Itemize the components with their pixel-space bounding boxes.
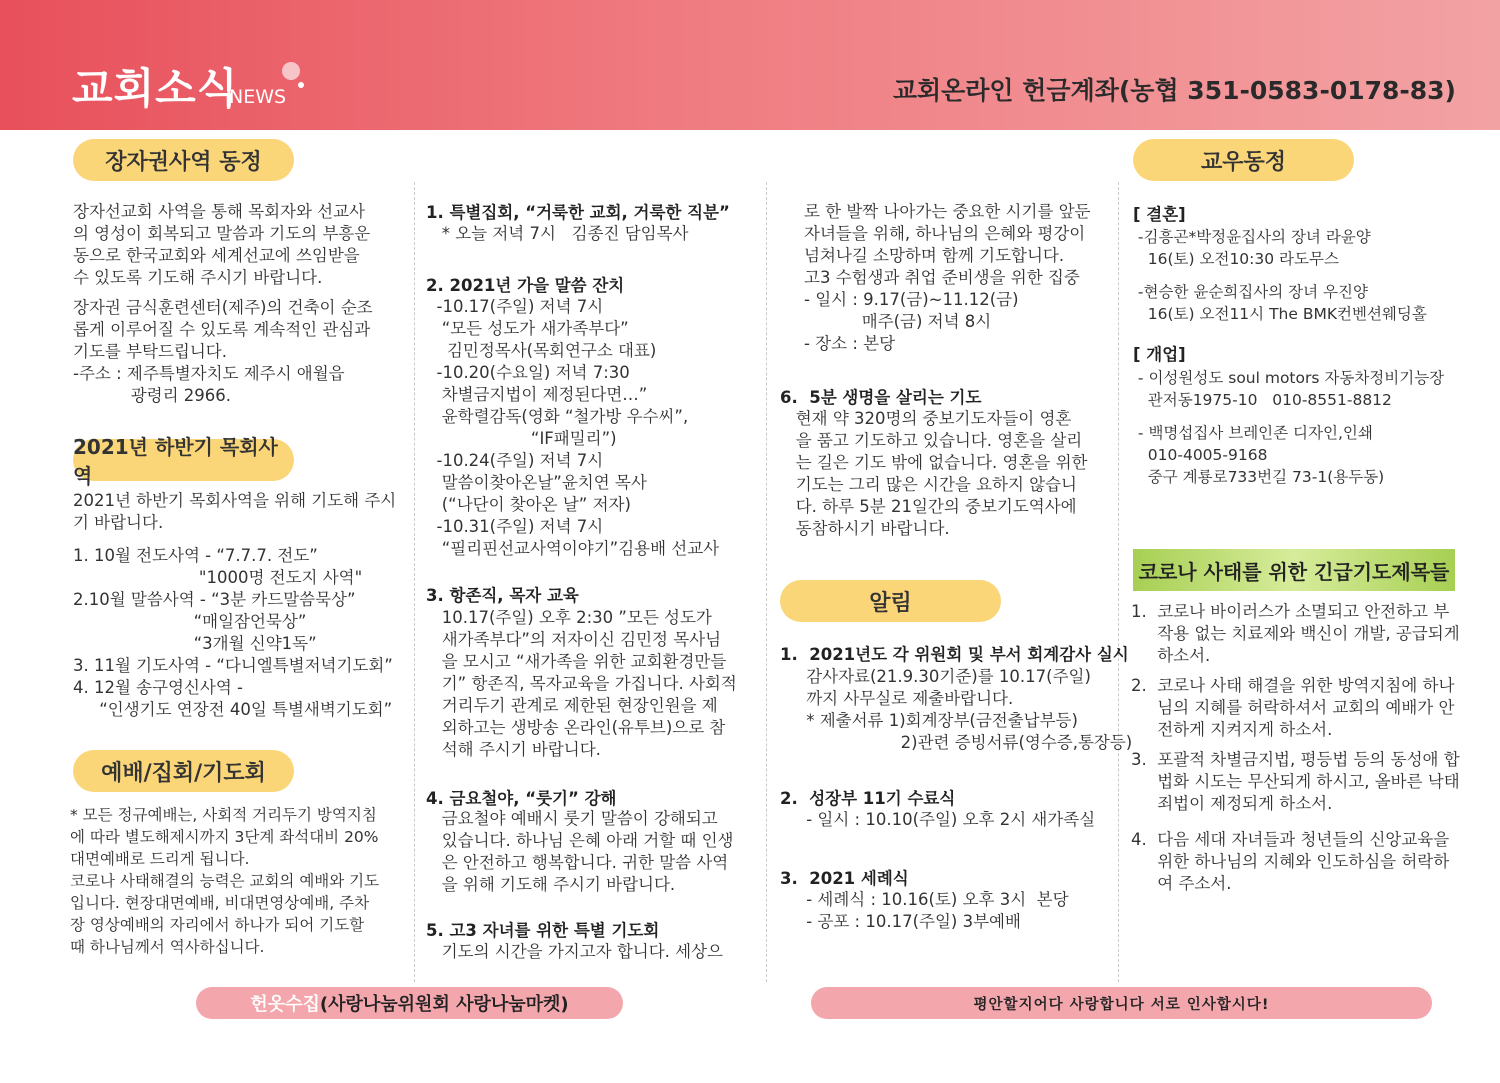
opening-label: [ 개업] (1133, 345, 1186, 364)
page-title: 교회소식 (72, 64, 239, 113)
mission-body-address: 장자권 금식훈련센터(제주)의 건축이 순조 롭게 이루어질 수 있도록 계속적인 관심과 기도를 부탁드립니다. -주소 : 제주특별자치도 제주시 애월읍 광령리 2966. (73, 298, 373, 405)
event-2-body: -10.17(주일) 저녁 7시 “모든 성도가 새가족부다” 김민정목사(목회연구소 대표) -10.20(수요일) 저녁 7:30 차별금지법이 제정된다면…” 윤학렬감독(영화 “철가방 우수씨”, “IF패밀리”) -10.24(주일) 저녁 7시 말씀이찾아온날”윤치연 목사 (“나단이 찾아온 날” 저자) -10.31(주일) 저녁 7시 “필리핀선교사역이야기”김용배 선교사 (436, 297, 720, 558)
notice-3-title: 3. 2021 세례식 (780, 869, 909, 888)
wedding-label: [ 결혼] (1133, 205, 1186, 224)
prayer-item-1: 1. 코로나 바이러스가 소멸되고 안전하고 부 작용 없는 치료제와 백신이 개발, 공급되게 하소서. (1131, 602, 1460, 665)
decorative-dot-icon (282, 62, 300, 80)
prayer-item-2: 2. 코로나 사태 해결을 위한 방역지침에 하나 님의 지혜를 허락하셔서 교회의 예배가 안 전하게 지켜지게 하소서. (1131, 676, 1455, 739)
section-title-mission: 장자권사역 동정 (73, 139, 294, 181)
section-title-worship: 예배/집회/기도회 (73, 750, 294, 792)
notice-1-title: 1. 2021년도 각 위원회 및 부서 회계감사 실시 (780, 645, 1129, 664)
footer-highlight: 헌옷수집 (250, 994, 320, 1015)
event-1-title: 1. 특별집회, “거룩한 교회, 거룩한 직분” (426, 203, 730, 222)
section-title-prayer: 코로나 사태를 위한 긴급기도제목들 (1133, 549, 1455, 591)
event-6-body: 현재 약 320명의 중보기도자들이 영혼 을 품고 기도하고 있습니다. 영혼을 살리 는 길은 기도 밖에 없습니다. 영혼을 위한 기도는 그리 많은 시간을 요하지 않습니 다. 하루 5분 21일간의 중보기도역사에 동참하시기 바랍니다. (795, 409, 1088, 538)
column-divider (1118, 182, 1119, 982)
header-banner (0, 0, 1500, 130)
column-divider (414, 182, 415, 982)
decorative-dot-small-icon (298, 82, 304, 88)
prayer-item-3: 3. 포괄적 차별금지법, 평등법 등의 동성애 합 법화 시도는 무산되게 하시고, 올바른 낙태 죄법이 제정되게 하소서. (1131, 750, 1460, 813)
pastoral-intro: 2021년 하반기 목회사역을 위해 기도해 주시 기 바랍니다. (73, 491, 397, 532)
event-5-title: 5. 고3 자녀를 위한 특별 기도회 (426, 921, 660, 940)
wedding-item-2: -현승한 윤순희집사의 장녀 우진양 16(토) 오전11시 The BMK컨벤션웨딩홀 (1137, 283, 1427, 323)
opening-item-1: - 이성원성도 soul motors 자동차정비기능장 관저동1975-10 010-8551-8812 (1137, 369, 1445, 409)
event-6-title: 6. 5분 생명을 살리는 기도 (780, 388, 982, 407)
event-5-continued: 로 한 발짝 나아가는 중요한 시기를 앞둔 자녀들을 위해, 하나님의 은혜와 평강이 넘쳐나길 소망하며 함께 기도합니다. 고3 수험생과 취업 준비생을 위한 집중 - 일시 : 9.17(금)~11.12(금) 매주(금) 저녁 8시 - 장소 : 본당 (804, 202, 1091, 353)
event-4-title: 4. 금요철야, “룻기” 강해 (426, 789, 617, 808)
prayer-item-4: 4. 다음 세대 자녀들과 청년들의 신앙교육을 위한 하나님의 지혜와 인도하심을 허락하 여 주소서. (1131, 830, 1450, 893)
section-title-members: 교우동정 (1133, 139, 1354, 181)
event-1-body: * 오늘 저녁 7시 김종진 담임목사 (426, 224, 689, 243)
event-2-title: 2. 2021년 가을 말씀 잔치 (426, 276, 625, 295)
footer-greeting: 평안할지어다 사랑합니다 서로 인사합시다! (811, 987, 1432, 1019)
worship-body: * 모든 정규예배는, 사회적 거리두기 방역지침 에 따라 별도해제시까지 3단계 좌석대비 20% 대면예배로 드리게 됩니다. 코로나 사태해결의 능력은 교회의 예배와 기도 입니다. 현장대면예배, 비대면영상예배, 주차 장 영상예배의 자리에서 하나가 되어 기도할 때 하나님께서 역사하십니다. (70, 806, 380, 956)
footer-clothing-drive (196, 987, 623, 1019)
opening-item-2: - 백명섭집사 브레인존 디자인,인쇄 010-4005-9168 중구 계룡로733번길 73-1(용두동) (1137, 424, 1385, 486)
page-subtitle: NEWS (229, 86, 287, 108)
notice-2-title: 2. 성장부 11기 수료식 (780, 789, 956, 808)
column-divider (766, 182, 767, 982)
mission-body: 장자선교회 사역을 통해 목회자와 선교사 의 영성이 회복되고 말씀과 기도의 부흥운 동으로 한국교회와 세계선교에 쓰임받을 수 있도록 기도해 주시기 바랍니다. (73, 202, 371, 287)
notice-3-body: - 세례식 : 10.16(토) 오후 3시 본당 - 공포 : 10.17(주일) 3부예배 (806, 890, 1069, 931)
event-4-body: 금요철야 예배시 룻기 말씀이 강해되고 있습니다. 하나님 은혜 아래 거할 때 인생 은 안전하고 행복합니다. 귀한 말씀 사역 을 위해 기도해 주시기 바랍니다. (441, 809, 734, 894)
wedding-item-1: -김흥곤*박정윤집사의 장녀 라윤양 16(토) 오전10:30 라도무스 (1137, 228, 1371, 268)
footer-clothing-detail: (사랑나눔위원회 사랑나눔마켓) (319, 994, 569, 1015)
notice-2-body: - 일시 : 10.10(주일) 오후 2시 새가족실 (780, 810, 1096, 829)
donation-account: 교회온라인 헌금계좌(농협 351-0583-0178-83) (892, 76, 1456, 105)
event-3-body: 10.17(주일) 오후 2:30 ”모든 성도가 새가족부다”의 저자이신 김민정 목사님 을 모시고 “새가족을 위한 교회환경만들 기” 항존직, 목자교육을 가집니다. 사회적 거리두기 관계로 제한된 현장인원을 제 외하고는 생방송 온라인(유투브)으로 참 석해 주시기 바랍니다. (441, 608, 737, 759)
event-5-body: 기도의 시간을 가지고자 합니다. 세상으 (426, 942, 723, 961)
notice-1-body: 감사자료(21.9.30기준)를 10.17(주일) 까지 사무실로 제출바랍니다. * 제출서류 1)회계장부(금전출납부등) 2)관련 증빙서류(영수증,통장등) (806, 667, 1133, 752)
event-3-title: 3. 항존직, 목자 교육 (426, 586, 579, 605)
section-title-notice: 알림 (780, 580, 1001, 622)
section-title-pastoral: 2021년 하반기 목회사역 (73, 439, 294, 481)
pastoral-list: 1. 10월 전도사역 - “7.7.7. 전도” "1000명 전도지 사역" 2.10월 말씀사역 - “3분 카드말씀묵상” “매일잠언묵상” “3개월 신약1독” 3. 11월 기도사역 - “다니엘특별저녁기도회” 4. 12월 송구영신사역 - “인생기도 연장전 40일 특별새벽기도회” (73, 546, 393, 719)
